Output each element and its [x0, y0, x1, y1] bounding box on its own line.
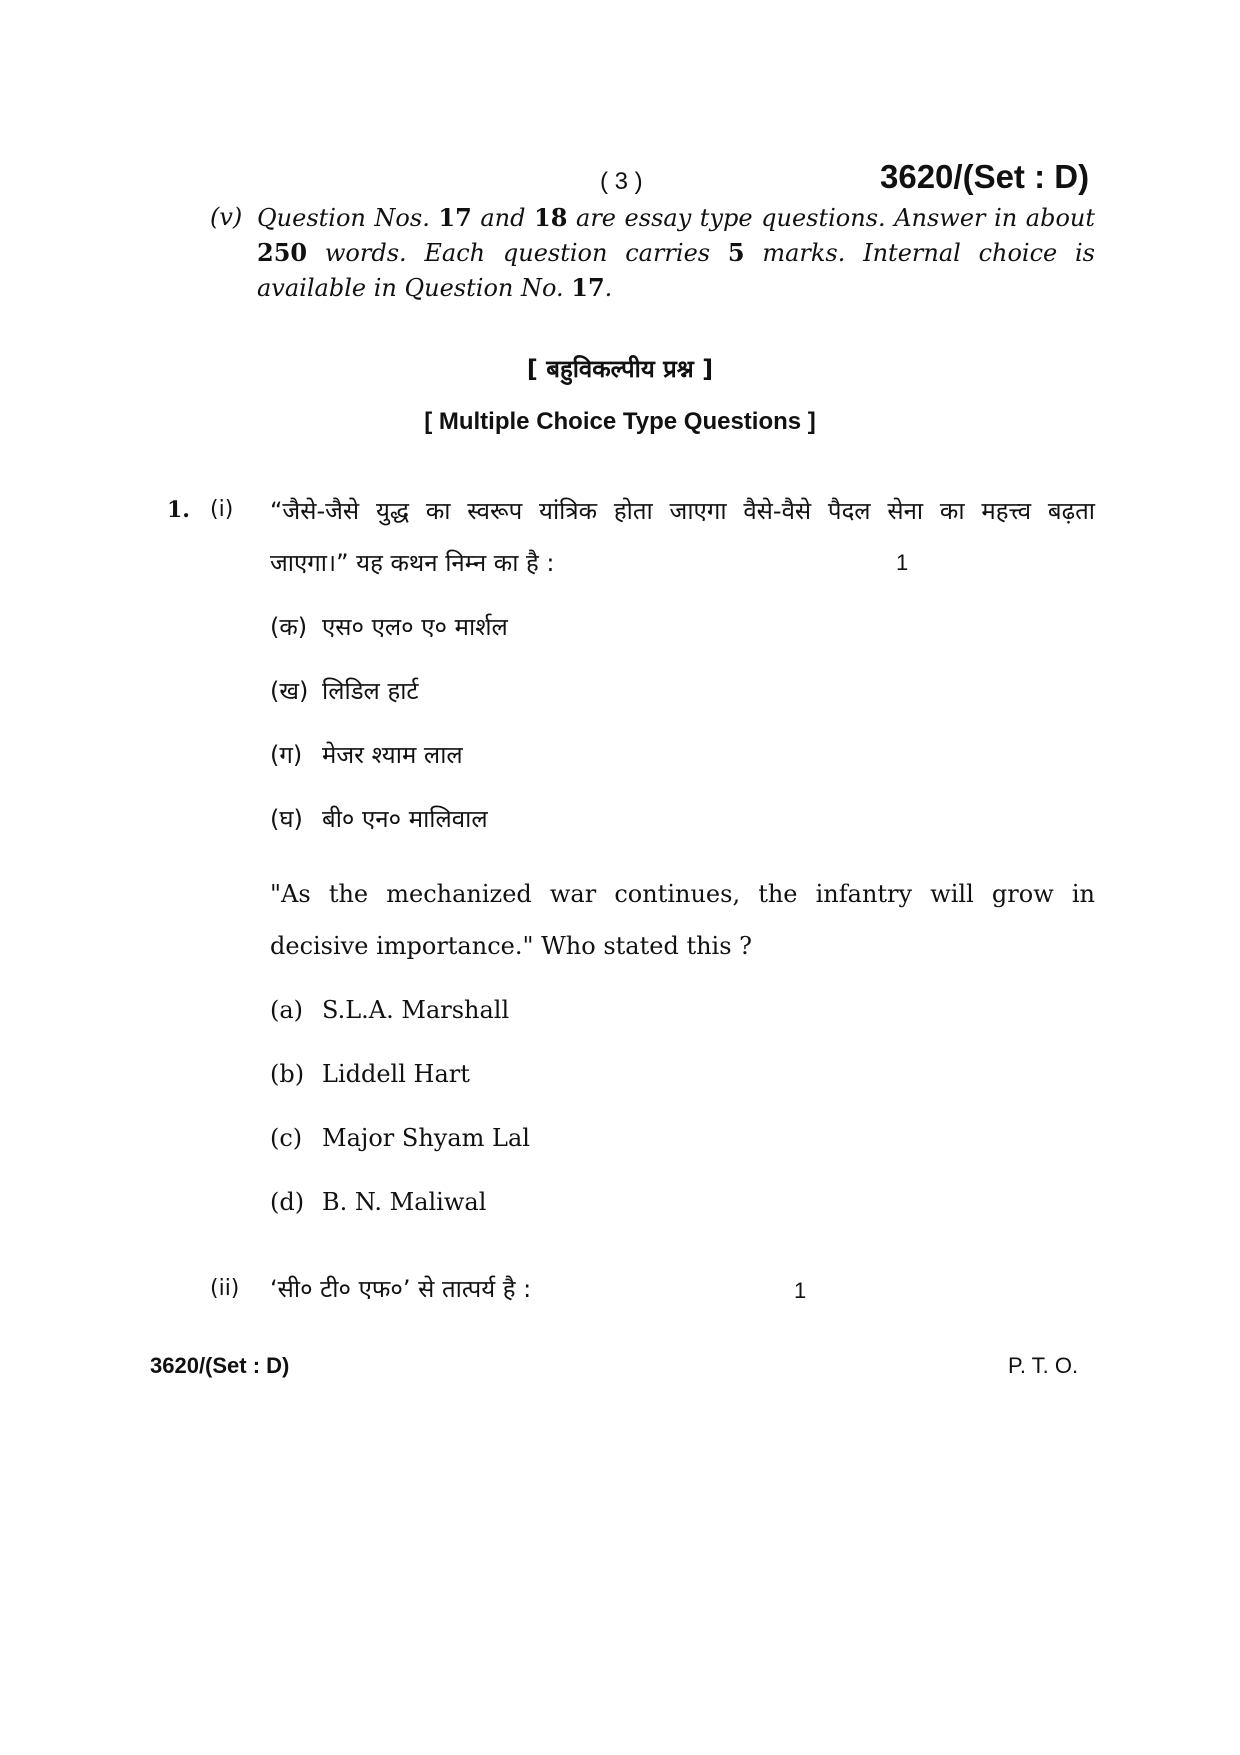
instruction-line-1 — [257, 203, 1095, 232]
instruction-marker: (v) — [210, 203, 243, 231]
instruction-text: Question Nos. — [257, 204, 439, 232]
question-part-label: (ii) — [210, 1276, 240, 1301]
instruction-number: 17 — [571, 273, 605, 302]
option-english-a — [270, 996, 670, 1028]
option-hindi-ka — [270, 610, 670, 642]
option-english-b — [270, 1060, 670, 1092]
question-text-english-line-2: decisive importance." Who stated this ? — [270, 932, 753, 960]
option-text: मेजर श्याम लाल — [322, 741, 463, 769]
section-heading-hindi: [ बहुविकल्पीय प्रश्न ] — [526, 355, 714, 383]
option-text: Liddell Hart — [322, 1060, 470, 1088]
paper-code-header: 3620/(Set : D) — [880, 158, 1090, 195]
instruction-number: 17 — [438, 203, 472, 232]
question-part-label: (i) — [210, 497, 234, 522]
option-label: (घ) — [270, 805, 303, 833]
instruction-text: marks. Internal choice is — [744, 239, 1096, 267]
question-text-hindi-line-1: “जैसे-जैसे युद्ध का स्वरूप यांत्रिक होता जाएगा वैसे-वैसे पैदल सेना का महत्त्व बढ़ता — [270, 497, 1095, 525]
option-text: Major Shyam Lal — [322, 1124, 530, 1152]
instruction-text: . — [604, 274, 613, 302]
instruction-text: are essay type questions. Answer in about — [567, 204, 1095, 232]
option-label: (क) — [270, 613, 308, 641]
option-text: लिडिल हार्ट — [322, 677, 419, 705]
option-english-c — [270, 1124, 670, 1156]
question-marks: 1 — [794, 1278, 807, 1303]
option-label: (ख) — [270, 677, 309, 705]
option-label: (c) — [270, 1124, 303, 1152]
option-hindi-kha — [270, 674, 670, 706]
option-text: B. N. Maliwal — [322, 1188, 487, 1216]
option-label: (a) — [270, 996, 304, 1024]
question-text-hindi-part-ii: ‘सी० टी० एफ०’ से तात्पर्य है : — [270, 1275, 532, 1303]
instruction-text: and — [471, 204, 535, 232]
option-label: (ग) — [270, 741, 303, 769]
instruction-number: 18 — [534, 203, 568, 232]
option-label: (b) — [270, 1060, 305, 1088]
option-text: S.L.A. Marshall — [322, 996, 510, 1024]
question-marks: 1 — [896, 550, 909, 575]
option-hindi-ga — [270, 738, 670, 770]
option-text: एस० एल० ए० मार्शल — [322, 613, 508, 641]
question-text-hindi-line-2: जाएगा।” यह कथन निम्न का है : — [270, 549, 555, 577]
option-text: बी० एन० मालिवाल — [322, 805, 488, 833]
option-label: (d) — [270, 1188, 305, 1216]
question-text-english-line-1: "As the mechanized war continues, the infantry will grow in — [270, 880, 1095, 908]
option-english-d — [270, 1188, 670, 1220]
section-heading-english: [ Multiple Choice Type Questions ] — [424, 408, 816, 435]
instruction-line-2 — [257, 238, 1095, 267]
instruction-text: available in Question No. — [257, 274, 572, 302]
pto-text: P. T. O. — [1008, 1353, 1079, 1378]
instruction-number: 5 — [727, 238, 745, 267]
page-number: ( 3 ) — [600, 168, 643, 195]
option-hindi-gha — [270, 802, 670, 834]
instruction-text: words. Each question carries — [307, 239, 728, 267]
instruction-number: 250 — [257, 238, 308, 267]
instruction-line-3 — [257, 273, 612, 302]
question-number: 1. — [167, 497, 190, 523]
paper-code-footer: 3620/(Set : D) — [150, 1353, 290, 1378]
